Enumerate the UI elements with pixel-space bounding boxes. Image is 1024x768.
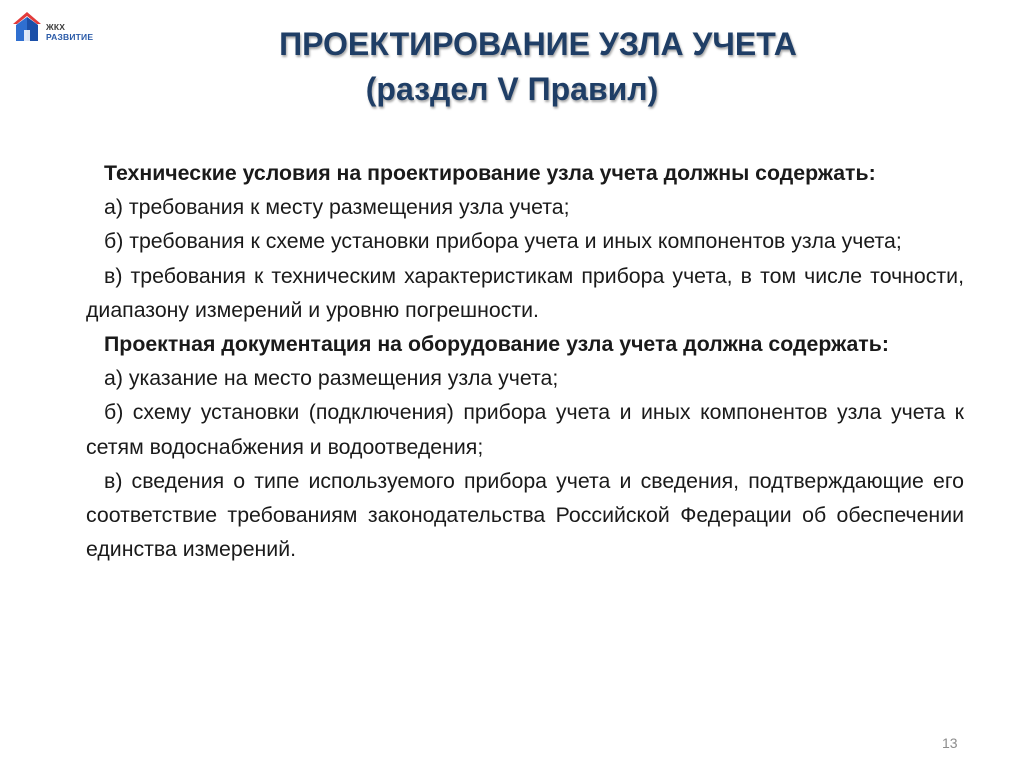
logo-text-bottom: РАЗВИТИЕ bbox=[46, 32, 94, 42]
project-docs-item-b: б) схему установки (подключения) прибора учета и иных компонентов узла учета к сетям водоснабжения и водоотведения; bbox=[86, 400, 964, 459]
tech-conditions-item-b: б) требования к схеме установки прибора учета и иных компонентов узла учета; bbox=[104, 229, 902, 254]
title-main: ПРОЕКТИРОВАНИЕ УЗЛА УЧЕТА bbox=[279, 26, 797, 62]
title-sub: (раздел V Правил) bbox=[365, 71, 659, 107]
logo-text-top: ЖКХ bbox=[46, 22, 66, 32]
slide-body bbox=[86, 156, 964, 566]
slide-title bbox=[0, 22, 1024, 112]
page-number: 13 bbox=[942, 735, 958, 751]
tech-conditions-heading: Технические условия на проектирование узла учета должны содержать: bbox=[104, 161, 876, 185]
project-docs-heading: Проектная документация на оборудование узла учета должна содержать: bbox=[104, 332, 889, 357]
project-docs-item-a: а) указание на место размещения узла учета; bbox=[104, 366, 559, 391]
project-docs-item-c: в) сведения о типе используемого прибора учета и сведения, подтверждающие его соответствие требованиям законодательства Российской Федерации об обеспечении единства измерений. bbox=[86, 468, 964, 562]
tech-conditions-item-a: а) требования к месту размещения узла учета; bbox=[104, 195, 570, 220]
tech-conditions-item-c: в) требования к техническим характеристикам прибора учета, в том числе точности, диапазону измерений и уровню погрешности. bbox=[86, 263, 964, 322]
